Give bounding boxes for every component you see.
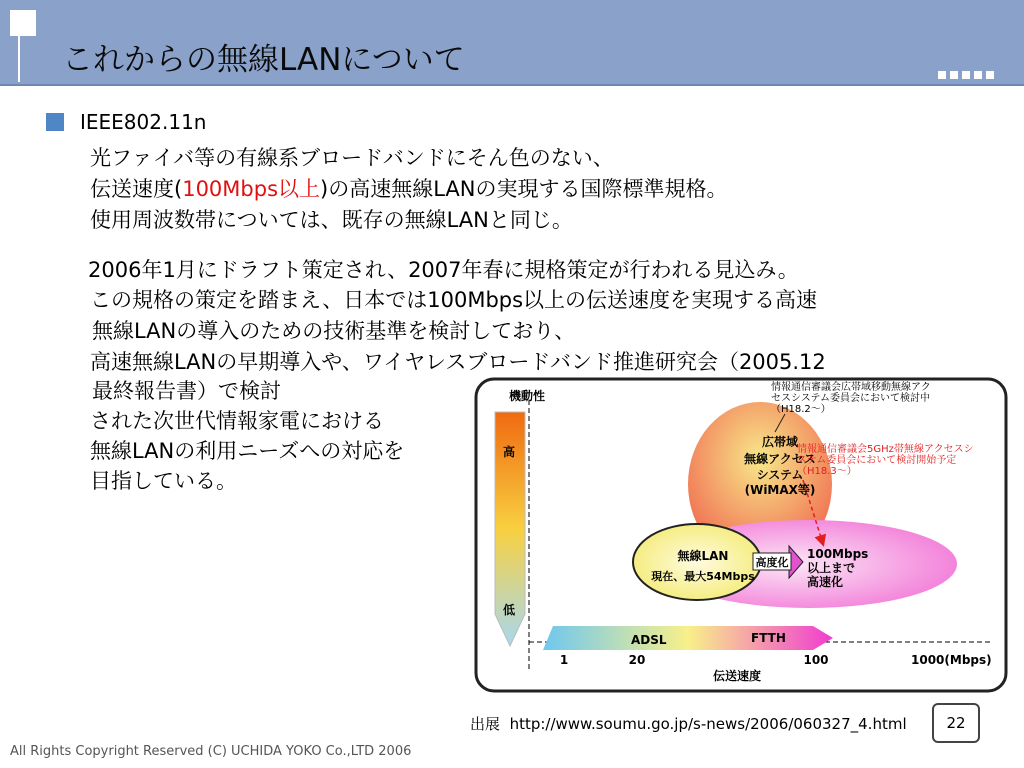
x-tick-1: 1 [559,653,569,667]
dots-decoration [938,64,998,83]
wireless-roadmap-diagram [473,376,1009,694]
wimax-label-3: システム [756,468,804,482]
body-line-10: 無線LANの利用ニーズへの対応を [90,439,405,463]
x-tick-100: 100 [803,653,829,667]
adsl-label: ADSL [631,633,667,647]
speed-band-arrow [543,626,833,650]
body-line-5: この規格の策定を踏まえ、日本では100Mbps以上の伝送速度を実現する高速 [90,288,818,312]
mobility-label: 機動性 [509,389,546,403]
wlan-label-2: 現在、最大54Mbps [651,570,755,583]
source-citation [470,713,907,734]
body-line-2 [90,173,727,203]
mobility-high-label: 高 [503,445,516,459]
wimax-label-1: 広帯域 [761,435,799,449]
ftth-label: FTTH [751,631,786,645]
copyright-notice: All Rights Copyright Reserved (C) UCHIDA YOKO Co.,LTD 2006 [10,744,412,759]
source-url: http://www.soumu.go.jp/s-news/2006/060327_4.html [509,715,907,733]
committee-note-2-line-2: ステム委員会において検討開始予定 [797,455,957,466]
mobility-low-label: 低 [503,603,516,617]
body-line-8: 最終報告書）で検討 [92,379,281,403]
committee-note-2-line-3: （H18.3～） [797,466,857,477]
wimax-label-2: 無線アクセス [744,452,816,466]
bullet-square-icon [46,113,64,131]
title-underline [0,84,1024,86]
page-number: 22 [932,703,980,743]
wimax-label-4: (WiMAX等) [744,483,816,497]
committee-note-1-line-2: セスシステム委員会において検討中 [771,393,930,404]
committee-note-2-line-1: 情報通信審議会5GHz帯無線アクセスシ [797,444,974,455]
body-line-2-pre: 伝送速度( [90,177,183,201]
fast-label-1: 100Mbps [807,547,869,561]
x-tick-1000: 1000(Mbps) [911,653,992,667]
body-line-2-post: )の高速無線LANの実現する国際標準規格。 [320,177,728,201]
fast-label-3: 高速化 [807,575,844,589]
committee-note-1-line-1: 情報通信審議会広帯域移動無線アク [771,382,931,393]
committee-note-1-line-3: （H18.2～） [771,404,831,415]
body-line-4: 2006年1月にドラフト策定され、2007年春に規格策定が行われる見込み。 [88,258,799,282]
corner-square-decoration [10,10,36,36]
body-line-7: 高速無線LANの早期導入や、ワイヤレスブロードバンド推進研究会（2005.12 [90,350,826,374]
source-label: 出展 [470,715,501,733]
upgrade-label: 高度化 [755,556,789,569]
fast-label-2: 以上まで [807,561,856,575]
corner-line-decoration [18,30,20,82]
x-tick-20: 20 [628,653,646,667]
body-line-9: された次世代情報家電における [90,409,384,433]
body-line-6: 無線LANの導入のための技術基準を検討しており、 [92,319,576,343]
x-axis-title: 伝送速度 [713,669,762,683]
bullet-heading: IEEE802.11n [80,110,207,134]
body-line-3: 使用周波数帯については、既存の無線LANと同じ。 [90,208,573,232]
speed-highlight: 100Mbps以上 [182,177,321,201]
body-line-1: 光ファイバ等の有線系ブロードバンドにそん色のない、 [90,146,614,170]
body-line-11: 目指している。 [90,469,237,493]
slide-title: これからの無線LANについて [62,42,465,78]
wlan-label-1: 無線LAN [677,549,729,563]
